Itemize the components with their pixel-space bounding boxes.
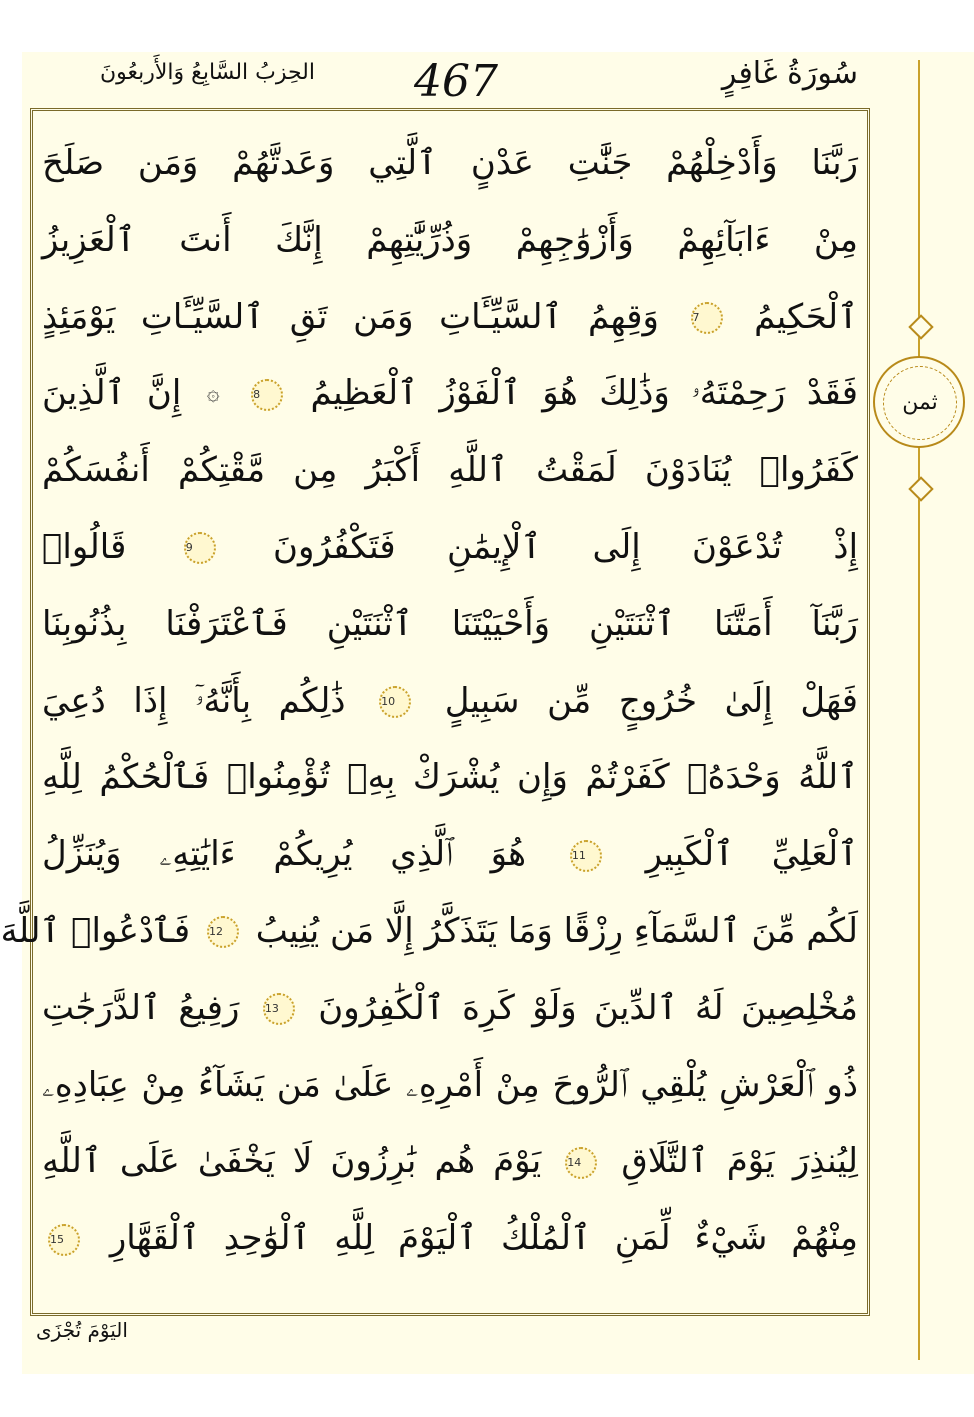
ayah-number-marker: 10 [379, 686, 411, 718]
text-line [42, 509, 858, 586]
verse-text: ٱللَّهُ وَحْدَهُۥ كَفَرْتُمْ وَإِن يُشْرَكْ بِهِۦ تُؤْمِنُوا۟ فَٱلْحُكْمُ لِلَّهِ [42, 757, 858, 798]
text-line [42, 739, 858, 816]
text-line [0, 893, 858, 970]
text-line [42, 355, 858, 432]
hizb-title: الحِزبُ السَّابِعُ وَالأَربعُونَ [100, 60, 315, 85]
ayah-number-marker: 14 [565, 1147, 597, 1179]
verse-text: قَالُوا۟ [42, 526, 127, 567]
margin-rule [918, 60, 920, 1360]
text-line [42, 432, 858, 509]
ayah-number-marker: 11 [570, 840, 602, 872]
verse-text: إِذْ تُدْعَوْنَ إِلَى ٱلْإِيمَٰنِ فَتَكْفُرُونَ [273, 526, 859, 567]
verse-text: ٱلْعَلِيِّ ٱلْكَبِيرِ [645, 834, 859, 875]
ayah-number-marker: 9 [184, 532, 216, 564]
verse-text: فَهَلْ إِلَىٰ خُرُوجٍ مِّن سَبِيلٍ [444, 680, 859, 721]
page-number: 467 [414, 56, 498, 107]
text-line [42, 816, 858, 893]
verse-text: مِنْ ءَابَآئِهِمْ وَأَزْوَٰجِهِمْ وَذُرِّيَّٰتِهِمْ إِنَّكَ أَنتَ ٱلْعَزِيزُ [42, 219, 858, 260]
text-line [42, 970, 858, 1047]
quran-text-block [0, 125, 859, 1277]
verse-text: لِيُنذِرَ يَوْمَ ٱلتَّلَاقِ [621, 1141, 859, 1182]
catchword: اليَوْمَ تُجْزَى [36, 1318, 128, 1342]
hizb-medallion [873, 356, 965, 448]
verse-text: مِنْهُمْ شَيْءٌ لِّمَنِ ٱلْمُلْكُ ٱلْيَوْمَ لِلَّهِ ٱلْوَٰحِدِ ٱلْقَهَّارِ [109, 1218, 859, 1259]
text-line [42, 202, 858, 279]
verse-text: ذَٰلِكُم بِأَنَّهُۥٓ إِذَا دُعِيَ [42, 680, 346, 721]
text-line [42, 1047, 858, 1124]
text-line [42, 279, 858, 356]
text-line [42, 663, 858, 740]
verse-text: رَبَّنَآ أَمَتَّنَا ٱثْنَتَيْنِ وَأَحْيَيْتَنَا ٱثْنَتَيْنِ فَٱعْتَرَفْنَا بِذُنُوبِنَا [42, 603, 858, 644]
page-header [30, 52, 888, 108]
verse-text: فَٱدْعُوا۟ ٱللَّهَ [0, 910, 191, 951]
verse-text: هُوَ ٱلَّذِي يُرِيكُمْ ءَايَٰتِهِۦ وَيُنَزِّلُ [42, 834, 527, 875]
verse-text: رَبَّنَا وَأَدْخِلْهُمْ جَنَّٰتِ عَدْنٍ ٱلَّتِي وَعَدتَّهُمْ وَمَن صَلَحَ [42, 143, 858, 183]
verse-text: وَقِهِمُ ٱلسَّيِّـَٔاتِ وَمَن تَقِ ٱلسَّيِّـَٔاتِ يَوْمَئِذٍ [42, 296, 659, 337]
text-line [42, 586, 858, 663]
rub-el-hizb-icon: ۞ [206, 381, 220, 407]
ayah-number-marker: 7 [691, 302, 723, 334]
verse-text: فَقَدْ رَحِمْتَهُۥ وَذَٰلِكَ هُوَ ٱلْفَوْزُ ٱلْعَظِيمُ [310, 373, 859, 414]
text-line [42, 1123, 858, 1200]
ayah-number-marker: 13 [263, 993, 295, 1025]
text-line [42, 1200, 858, 1277]
surah-title: سُورَةُ غَافِرٍ [721, 56, 858, 91]
verse-text: كَفَرُوا۟ يُنَادَوْنَ لَمَقْتُ ٱللَّهِ أَكْبَرُ مِن مَّقْتِكُمْ أَنفُسَكُمْ [42, 450, 858, 491]
ayah-number-marker: 12 [207, 916, 239, 948]
verse-text: رَفِيعُ ٱلدَّرَجَٰتِ [42, 987, 240, 1028]
verse-text: مُخْلِصِينَ لَهُ ٱلدِّينَ وَلَوْ كَرِهَ ٱلْكَٰفِرُونَ [318, 987, 859, 1028]
verse-text: إِنَّ ٱلَّذِينَ [42, 373, 182, 414]
verse-text: يَوْمَ هُم بَٰرِزُونَ لَا يَخْفَىٰ عَلَى ٱللَّهِ [42, 1141, 542, 1182]
verse-text: لَكُم مِّنَ ٱلسَّمَآءِ رِزْقًا وَمَا يَتَذَكَّرُ إِلَّا مَن يُنِيبُ [255, 910, 858, 951]
verse-text: ٱلْحَكِيمُ [754, 296, 858, 337]
hizb-marker-label: ثمن [883, 366, 957, 440]
ayah-number-marker: 8 [251, 379, 283, 411]
text-line [42, 125, 858, 202]
ayah-number-marker: 15 [48, 1224, 80, 1256]
verse-text: ذُو ٱلْعَرْشِ يُلْقِي ٱلرُّوحَ مِنْ أَمْرِهِۦ عَلَىٰ مَن يَشَآءُ مِنْ عِبَادِهِۦ [42, 1064, 858, 1105]
